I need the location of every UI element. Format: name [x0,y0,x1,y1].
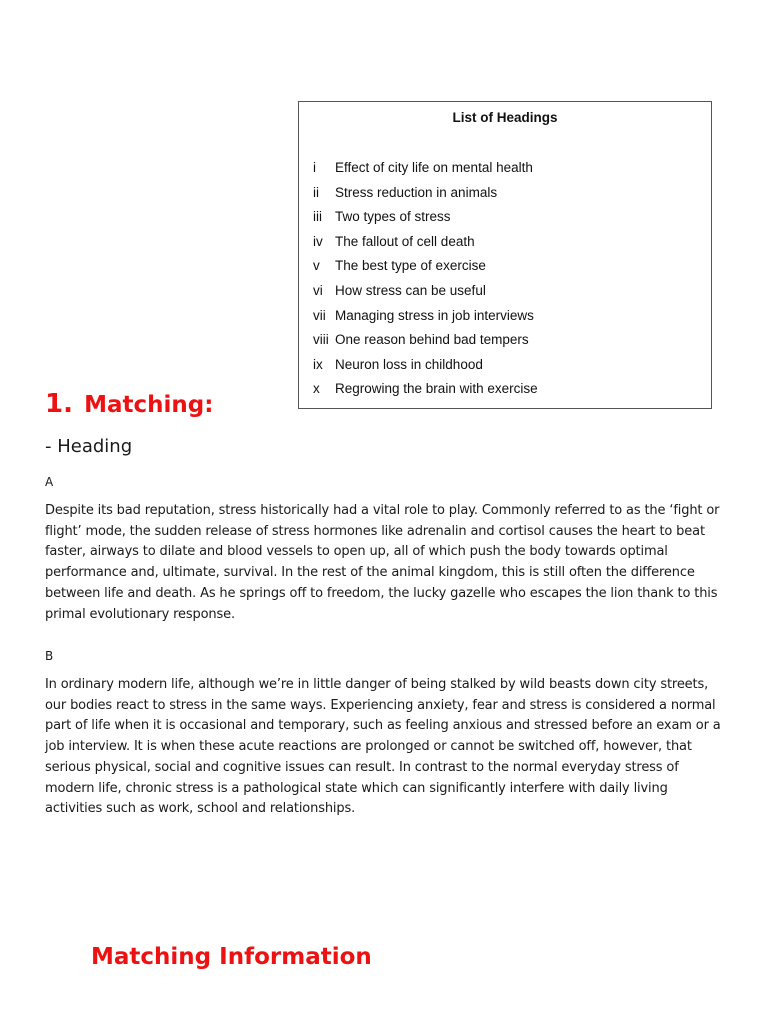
heading-item [313,281,701,306]
heading-item [313,306,701,331]
heading-numeral: v [313,258,320,274]
list-of-headings-box [298,101,712,409]
heading-item [313,158,701,183]
heading-numeral: i [313,160,316,175]
heading-text: The best type of exercise [335,258,486,274]
heading-item [313,330,701,355]
heading-item [313,256,701,281]
heading-text: Two types of stress [335,209,451,225]
heading-text: Effect of city life on mental health [335,160,533,175]
section-subheading: - Heading [45,436,133,457]
heading-numeral: vi [313,282,323,298]
section-title [45,382,213,420]
heading-text: Stress reduction in animals [335,184,498,200]
heading-numeral: ii [313,184,319,200]
heading-numeral: x [313,381,320,397]
heading-text: One reason behind bad tempers [335,332,529,348]
heading-numeral: ix [313,356,323,372]
section-number: 1. [45,389,73,419]
heading-text: Neuron loss in childhood [335,356,483,372]
heading-item [313,232,701,257]
heading-item [313,379,701,404]
heading-numeral: vii [313,307,326,323]
heading-text: The fallout of cell death [335,233,475,249]
headings-list [313,158,701,404]
paragraph-b-text: In ordinary modern life, although we’re in little danger of being stalked by wild beasts down city streets, our bodies react to stress in the same ways. Experiencing anxiety, fear and stress is considered a normal part of life when it is occasional and temporary, such as feeling anxious and stressed before an exam or a job interview. It is when these acute reactions are prolonged or cannot be switched off, however, that serious physical, social and cognitive issues can result. In contrast to the normal everyday stress of modern life, chronic stress is a pathological state which can significantly interfere with daily living activities such as work, school and relationships. [45,677,721,817]
heading-text: How stress can be useful [335,282,486,298]
heading-numeral: iii [313,209,322,225]
heading-item [313,183,701,208]
heading-item [313,207,701,232]
heading-item [313,355,701,380]
heading-numeral: viii [313,332,329,348]
section-label: Matching: [84,392,214,418]
matching-information-heading: Matching Information [91,944,372,970]
heading-numeral: iv [313,233,323,249]
list-of-headings-title: List of Headings [452,110,558,125]
paragraph-letter-b: B [45,649,54,663]
paragraph-a-text: Despite its bad reputation, stress historically had a vital role to play. Commonly referred to as the ‘fight or flight’ mode, the sudden release of stress hormones like adrenalin and cortisol causes the heart to beat faster, airways to dilate and blood vessels to open up, all of which push the body towards optimal performance and, ultimate, survival. In the rest of the animal kingdom, this is still often the difference between life and death. As he springs off to freedom, the lucky gazelle who escapes the lion thank to this primal evolutionary response. [45,503,720,622]
heading-text: Managing stress in job interviews [335,307,534,323]
paragraph-letter-a: A [45,475,54,489]
heading-text: Regrowing the brain with exercise [335,381,538,397]
